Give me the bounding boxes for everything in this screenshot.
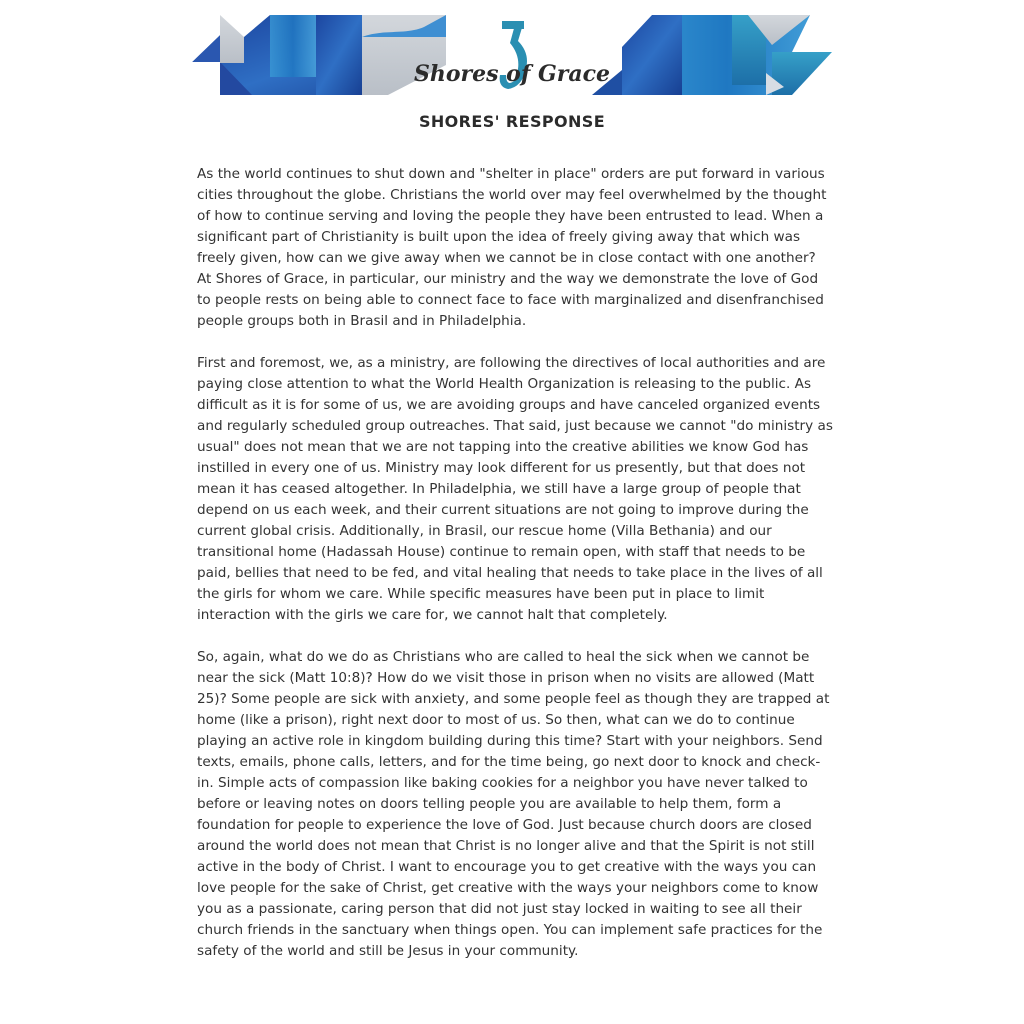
header-banner	[192, 15, 832, 95]
article-body	[197, 164, 833, 983]
banner-right-art	[592, 15, 832, 95]
banner-artwork	[192, 15, 832, 95]
page-title: SHORES' RESPONSE	[418, 112, 606, 131]
article-paragraph: So, again, what do we do as Christians who are called to heal the sick when we cannot be near the sick (Matt 10:8)? How do we visit those in prison when no visits are allowed (Matt 25)? Some people are sick with anxiety, and some people feel as though they are trapped at home (like a prison), right next door to most of us. So then, what can we do to continue playing an active role in kingdom building during this time? Start with your neighbors. Send texts, emails, phone calls, letters, and for the time being, go next door to knock and check-in. Simple acts of compassion like baking cookies for a neighbor you have never talked to before or leaving notes on doors telling people you are available to help them, form a foundation for people to experience the love of God. Just because church doors are closed around the world does not mean that Christ is no longer alive and that the Spirit is not still active in the body of Christ. I want to encourage you to get creative with the ways you can love people for the sake of Christ, get creative with the ways your neighbors come to know you as a passionate, caring person that did not just stay locked in waiting to see all their church friends in the sanctuary when things open. You can implement safe practices for the safety of the world and still be Jesus in your community.	[197, 649, 830, 959]
article-paragraph: As the world continues to shut down and "shelter in place" orders are put forward in various cities throughout the globe. Christians the world over may feel overwhelmed by the thought of how to continue serving and loving the people they have been entrusted to lead. When a significant part of Christianity is built upon the idea of freely giving away that which was freely given, how can we give away when we cannot be in close contact with one another? At Shores of Grace, in particular, our ministry and the way we demonstrate the love of God to people rests on being able to connect face to face with marginalized and disenfranchised people groups both in Brasil and in Philadelphia.	[197, 166, 827, 329]
banner-left-art	[192, 15, 446, 95]
article-paragraph: First and foremost, we, as a ministry, are following the directives of local authorities and are paying close attention to what the World Health Organization is releasing to the public. As difficult as it is for some of us, we are avoiding groups and have canceled organized events and regularly scheduled group outreaches. That said, just because we cannot "do ministry as usual" does not mean that we are not tapping into the creative abilities we know God has instilled in every one of us. Ministry may look different for us presently, but that does not mean it has ceased altogether. In Philadelphia, we still have a large group of people that depend on us each week, and their current situations are not going to improve during the current global crisis. Additionally, in Brasil, our rescue home (Villa Bethania) and our transitional home (Hadassah House) continue to remain open, with staff that needs to be paid, bellies that need to be fed, and vital healing that needs to take place in the lives of all the girls for whom we care. While specific measures have been put in place to limit interaction with the girls we care for, we cannot halt that completely.	[197, 355, 833, 623]
logo-text: Shores of Grace	[413, 61, 611, 87]
